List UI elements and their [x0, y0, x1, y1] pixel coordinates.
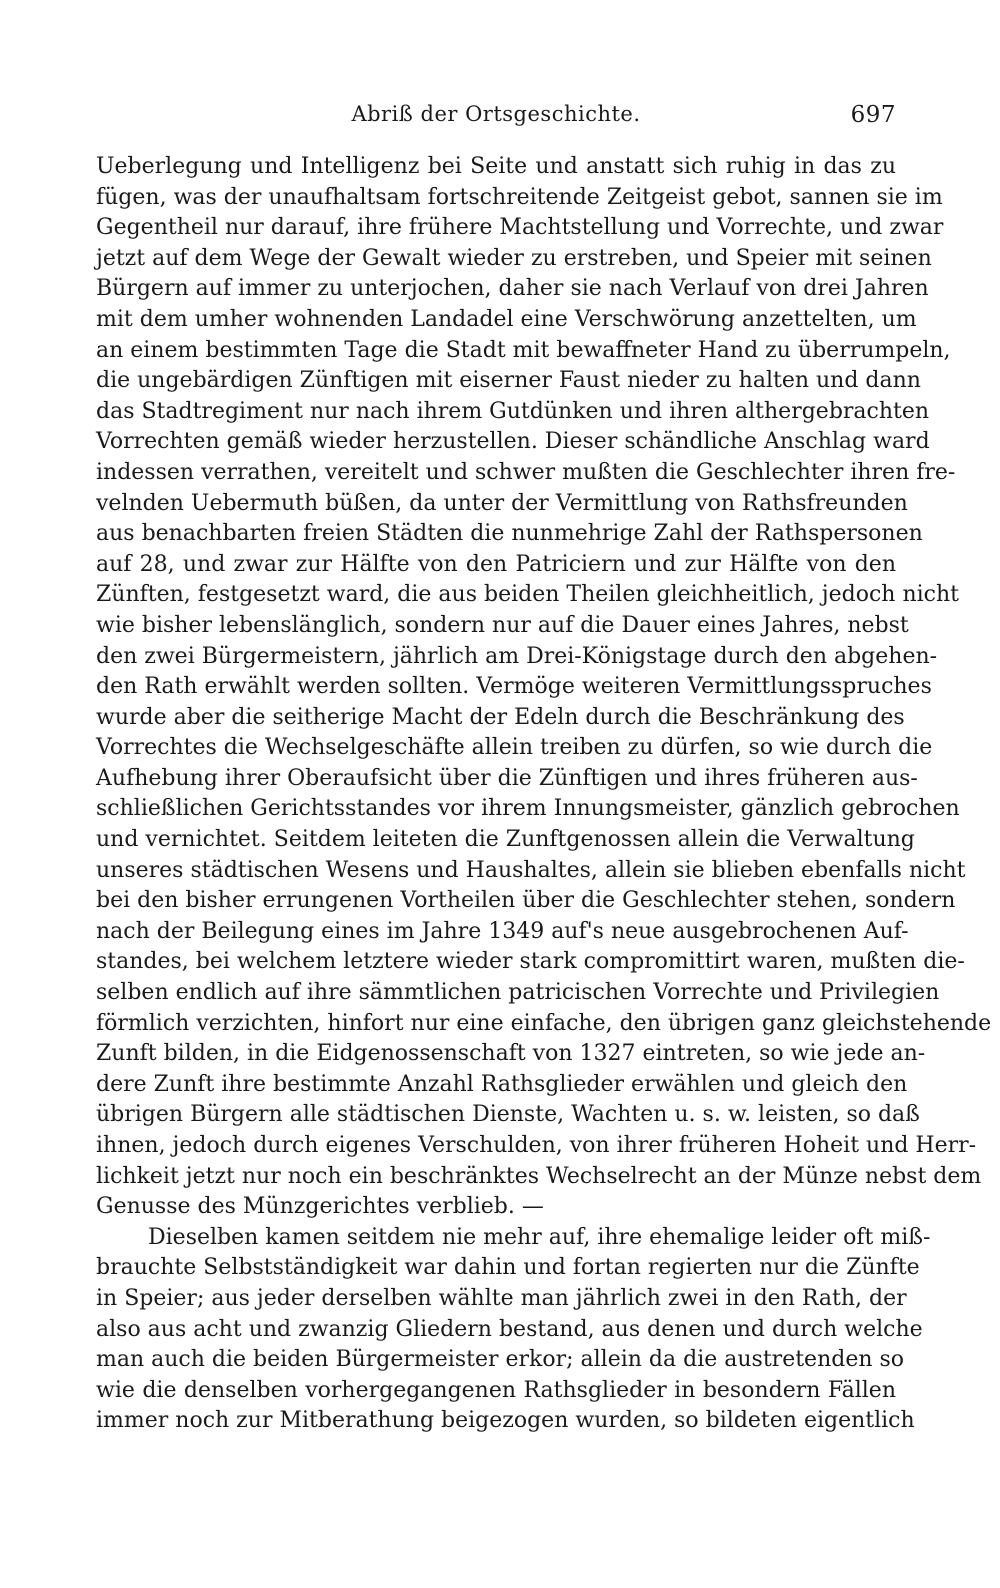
text-line: man auch die beiden Bürgermeister erkor; allein da die austretenden so	[96, 1347, 905, 1373]
text-line: an einem bestimmten Tage die Stadt mit bewaffneter Hand zu überrumpeln,	[96, 337, 951, 363]
text-line: Aufhebung ihrer Oberaufsicht über die Zünftigen und ihres früheren aus-	[96, 765, 918, 791]
text-line: also aus acht und zwanzig Gliedern bestand, aus denen und durch welche	[96, 1316, 923, 1342]
body-text	[96, 152, 992, 1437]
text-line: Zunft bilden, in die Eidgenossenschaft von 1327 eintreten, so wie jede an-	[96, 1041, 926, 1067]
text-line: mit dem umher wohnenden Landadel eine Verschwörung anzettelten, um	[96, 306, 917, 332]
text-line: Ueberlegung und Intelligenz bei Seite und anstatt sich ruhig in das zu	[96, 154, 896, 179]
text-line: wie bisher lebenslänglich, sondern nur auf die Dauer eines Jahres, nebst	[96, 612, 909, 638]
text-line: Dieselben kamen seitdem nie mehr auf, ihre ehemalige leider oft miß-	[148, 1224, 931, 1250]
text-line: wurde aber die seitherige Macht der Edeln durch die Beschränkung des	[96, 704, 905, 730]
text-line: Vorrechtes die Wechselgeschäfte allein treiben zu dürfen, so wie durch die	[96, 735, 933, 761]
text-line: auf 28, und zwar zur Hälfte von den Patriciern und zur Hälfte von den	[96, 551, 896, 577]
text-line: indessen verrathen, vereitelt und schwer mußten die Geschlechter ihren fre-	[96, 459, 956, 485]
text-line: standes, bei welchem letztere wieder stark compromittirt waren, mußten die-	[96, 949, 965, 975]
text-line: selben endlich auf ihre sämmtlichen patricischen Vorrechte und Privilegien	[96, 980, 940, 1006]
text-line: Bürgern auf immer zu unterjochen, daher sie nach Verlauf von drei Jahren	[96, 276, 929, 302]
text-line: immer noch zur Mitberathung beigezogen wurden, so bildeten eigentlich	[96, 1408, 915, 1434]
text-line: den Rath erwählt werden sollten. Vermöge weiteren Vermittlungsspruches	[96, 674, 932, 700]
text-line: dere Zunft ihre bestimmte Anzahl Rathsglieder erwählen und gleich den	[96, 1071, 908, 1097]
paragraph	[96, 152, 992, 1223]
text-line: in Speier; aus jeder derselben wählte man jährlich zwei in den Rath, der	[96, 1285, 907, 1311]
text-line: Gegentheil nur darauf, ihre frühere Machtstellung und Vorrechte, und zwar	[96, 215, 944, 241]
text-line: fügen, was der unaufhaltsam fortschreitende Zeitgeist gebot, sannen sie im	[96, 184, 943, 210]
text-line: bei den bisher errungenen Vortheilen über die Geschlechter stehen, sondern	[96, 888, 956, 914]
running-header	[96, 102, 896, 142]
text-line: brauchte Selbstständigkeit war dahin und fortan regierten nur die Zünfte	[96, 1255, 920, 1281]
text-line: schließlichen Gerichtsstandes vor ihrem Innungsmeister, gänzlich gebrochen	[96, 796, 960, 822]
text-line: und vernichtet. Seitdem leiteten die Zunftgenossen allein die Verwaltung	[96, 827, 915, 853]
text-line: unseres städtischen Wesens und Haushaltes, allein sie blieben ebenfalls nicht	[96, 857, 966, 883]
text-line: Zünften, festgesetzt ward, die aus beiden Theilen gleichheitlich, jedoch nicht	[96, 582, 959, 608]
text-line: lichkeit jetzt nur noch ein beschränktes Wechselrecht an der Münze nebst dem	[96, 1163, 982, 1189]
text-line: ihnen, jedoch durch eigenes Verschulden, von ihrer früheren Hoheit und Herr-	[96, 1133, 977, 1158]
running-title: Abriß der Ortsgeschichte.	[351, 102, 641, 126]
text-line: velnden Uebermuth büßen, da unter der Vermittlung von Rathsfreunden	[96, 490, 908, 516]
page-number: 697	[850, 102, 896, 128]
text-line: wie die denselben vorhergegangenen Rathsglieder in besondern Fällen	[96, 1377, 896, 1403]
text-line: übrigen Bürgern alle städtischen Dienste, Wachten u. s. w. leisten, so daß	[96, 1102, 920, 1128]
text-line: das Stadtregiment nur nach ihrem Gutdünken und ihren althergebrachten	[96, 398, 930, 424]
paragraph	[96, 1223, 931, 1437]
text-line: die ungebärdigen Zünftigen mit eiserner Faust nieder zu halten und dann	[96, 368, 921, 394]
text-line: förmlich verzichten, hinfort nur eine einfache, den übrigen ganz gleichstehende	[96, 1010, 992, 1036]
text-line: den zwei Bürgermeistern, jährlich am Drei-Königstage durch den abgehen-	[96, 643, 938, 669]
text-line: aus benachbarten freien Städten die nunmehrige Zahl der Rathspersonen	[96, 521, 923, 547]
text-line: Vorrechten gemäß wieder herzustellen. Dieser schändliche Anschlag ward	[96, 429, 930, 455]
text-line: jetzt auf dem Wege der Gewalt wieder zu erstreben, und Speier mit seinen	[96, 245, 932, 271]
text-line: Genusse des Münzgerichtes verblieb. —	[96, 1194, 544, 1220]
text-line: nach der Beilegung eines im Jahre 1349 auf's neue ausgebrochenen Auf-	[96, 918, 909, 944]
